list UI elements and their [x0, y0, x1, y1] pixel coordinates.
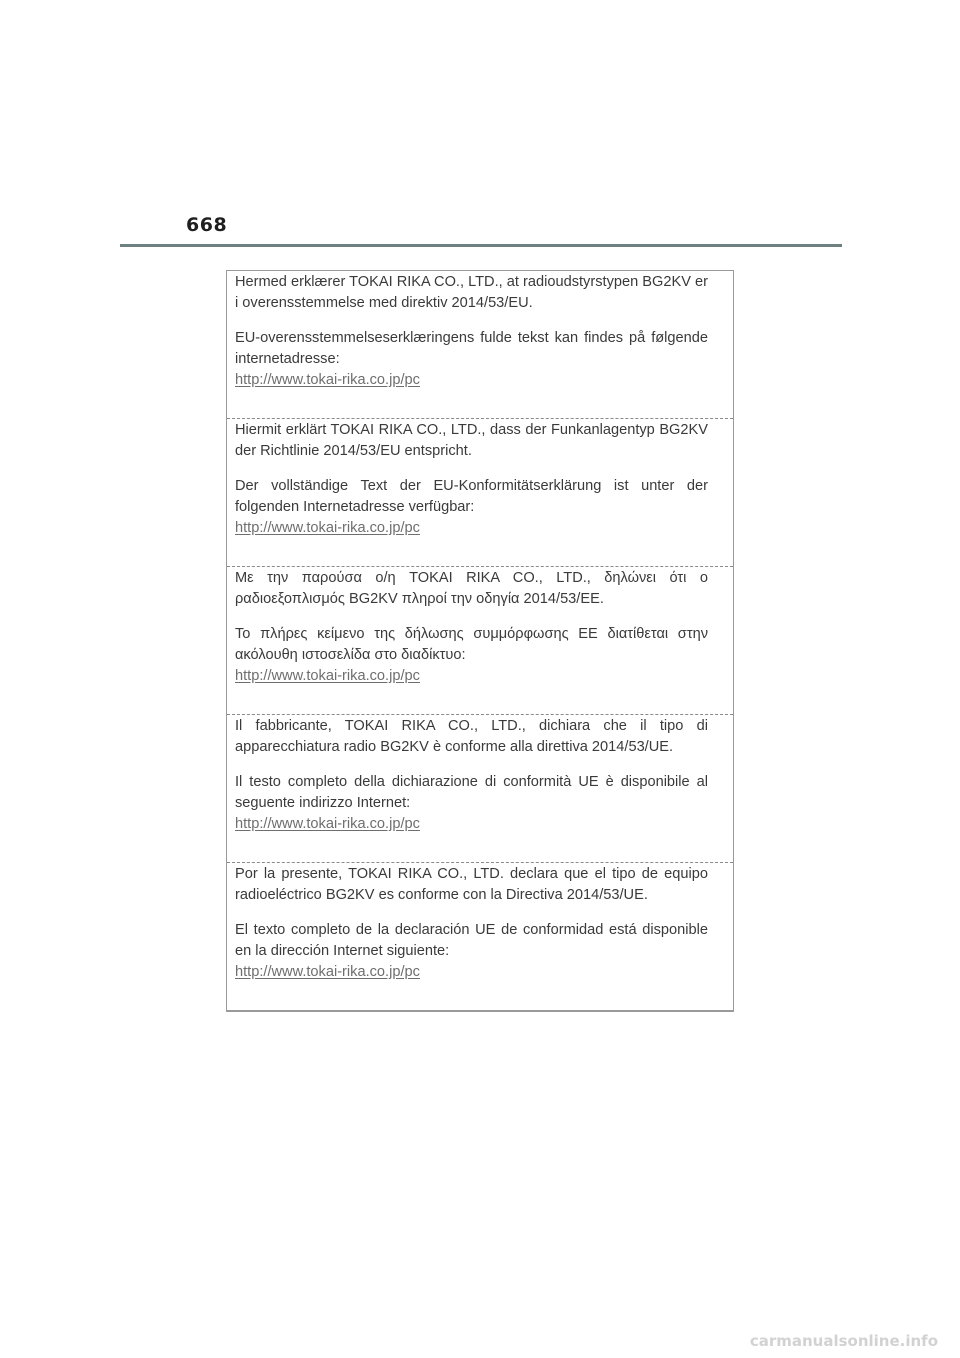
declaration-text: Hiermit erklärt TOKAI RIKA CO., LTD., dass der Funkanlagentyp BG2KV der Richtlinie 2014/53/EU entspricht.	[235, 422, 708, 459]
watermark: carmanualsonline.info	[749, 1332, 938, 1350]
section-spanish	[227, 863, 733, 1011]
declaration-link[interactable]: http://www.tokai-rika.co.jp/pc	[235, 520, 420, 536]
fulltext-notice: EU-overensstemmelseserklæringens fulde tekst kan findes på følgende internetadresse:	[235, 330, 708, 367]
declaration-box	[226, 270, 734, 1012]
section-german	[227, 419, 733, 567]
declaration-link[interactable]: http://www.tokai-rika.co.jp/pc	[235, 964, 420, 980]
declaration-text: Με την παρούσα ο/η TOKAI RIKA CO., LTD., δηλώνει ότι ο ραδιοεξοπλισμός BG2KV πληροί την οδηγία 2014/53/ΕΕ.	[235, 570, 708, 607]
declaration-link[interactable]: http://www.tokai-rika.co.jp/pc	[235, 668, 420, 684]
fulltext-notice: Der vollständige Text der EU-Konformitätserklärung ist unter der folgenden Internetadresse verfügbar:	[235, 478, 708, 515]
page-number: 668	[186, 214, 228, 236]
section-italian	[227, 715, 733, 863]
section-greek	[227, 567, 733, 715]
declaration-text: Por la presente, TOKAI RIKA CO., LTD. declara que el tipo de equipo radioeléctrico BG2KV es conforme con la Directiva 2014/53/UE.	[235, 866, 708, 903]
fulltext-notice: Το πλήρες κείμενο της δήλωσης συμμόρφωσης ΕΕ διατίθεται στην ακόλουθη ιστοσελίδα στο διαδίκτυο:	[235, 626, 708, 663]
fulltext-notice: Il testo completo della dichiarazione di conformità UE è disponibile al seguente indirizzo Internet:	[235, 774, 708, 811]
header-rule	[120, 244, 842, 247]
fulltext-notice: El texto completo de la declaración UE de conformidad está disponible en la dirección Internet siguiente:	[235, 922, 708, 959]
declaration-text: Hermed erklærer TOKAI RIKA CO., LTD., at radioudstyrstypen BG2KV er i overensstemmelse med direktiv 2014/53/EU.	[235, 274, 708, 311]
declaration-link[interactable]: http://www.tokai-rika.co.jp/pc	[235, 816, 420, 832]
declaration-text: Il fabbricante, TOKAI RIKA CO., LTD., dichiara che il tipo di apparecchiatura radio BG2KV è conforme alla direttiva 2014/53/UE.	[235, 718, 708, 755]
section-danish	[227, 271, 733, 419]
declaration-link[interactable]: http://www.tokai-rika.co.jp/pc	[235, 372, 420, 388]
